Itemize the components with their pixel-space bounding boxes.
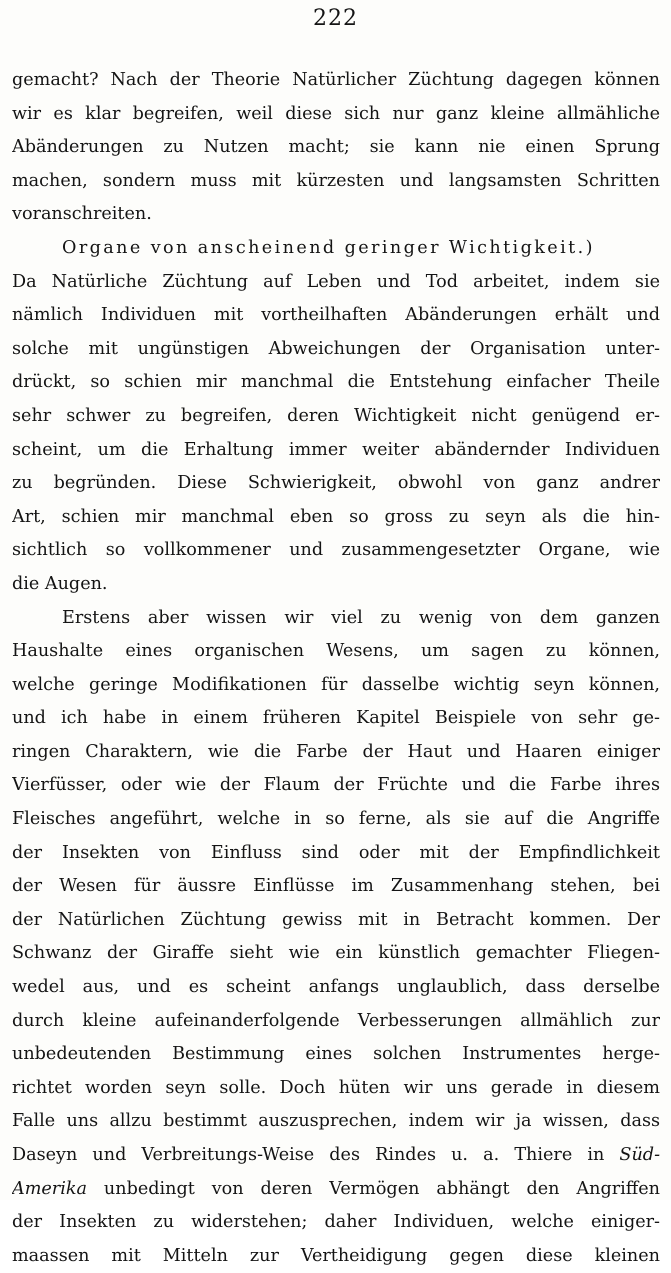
italic-word: Süd- xyxy=(619,1145,660,1165)
text-line: die Augen. xyxy=(12,568,660,602)
text-line: Da Natürliche Züchtung auf Leben und Tod arbeitet, indem sie xyxy=(12,266,660,300)
section-heading: Organe von anscheinend geringer Wichtigkeit.) xyxy=(12,232,660,266)
text-line: drückt, so schien mir manchmal die Entstehung einfacher Theile xyxy=(12,366,660,400)
text-line: zu begründen. Diese Schwierigkeit, obwohl von ganz andrer xyxy=(12,467,660,501)
text-line: richtet worden seyn solle. Doch hüten wir uns gerade in diesem xyxy=(12,1072,660,1106)
text-line: durch kleine aufeinanderfolgende Verbesserungen allmählich zur xyxy=(12,1005,660,1039)
text-line xyxy=(12,1173,660,1207)
text-line: Schwanz der Giraffe sieht wie ein künstlich gemachter Fliegen- xyxy=(12,937,660,971)
text-line: maassen mit Mitteln zur Vertheidigung gegen diese kleinen xyxy=(12,1240,660,1273)
text-line: der Natürlichen Züchtung gewiss mit in Betracht kommen. Der xyxy=(12,904,660,938)
text-line: ringen Charaktern, wie die Farbe der Haut und Haaren einiger xyxy=(12,736,660,770)
paragraph xyxy=(12,232,660,602)
text-line xyxy=(12,1139,660,1173)
text-line: voranschreiten. xyxy=(12,198,660,232)
text-line: welche geringe Modifikationen für dasselbe wichtig seyn können, xyxy=(12,669,660,703)
page-number: 222 xyxy=(0,6,671,31)
body-text xyxy=(12,64,660,1273)
text-line: sehr schwer zu begreifen, deren Wichtigkeit nicht genügend er- xyxy=(12,400,660,434)
text-line: Haushalte eines organischen Wesens, um sagen zu können, xyxy=(12,635,660,669)
text-line: unbedeutenden Bestimmung eines solchen Instrumentes herge- xyxy=(12,1038,660,1072)
text-line: wir es klar begreifen, weil diese sich nur ganz kleine allmähliche xyxy=(12,98,660,132)
text-line: Fleisches angeführt, welche in so ferne, als sie auf die Angriffe xyxy=(12,803,660,837)
text-line-segment: unbedingt von deren Vermögen abhängt den Angriffen xyxy=(104,1179,660,1199)
text-line: sichtlich so vollkommener und zusammengesetzter Organe, wie xyxy=(12,534,660,568)
text-line: scheint, um die Erhaltung immer weiter abändernder Individuen xyxy=(12,434,660,468)
text-line-segment: Daseyn und Verbreitungs-Weise des Rindes u. a. Thiere in xyxy=(12,1145,604,1165)
text-line: und ich habe in einem früheren Kapitel Beispiele von sehr ge- xyxy=(12,702,660,736)
text-line: der Insekten von Einfluss sind oder mit der Empfindlichkeit xyxy=(12,837,660,871)
text-line: solche mit ungünstigen Abweichungen der Organisation unter- xyxy=(12,333,660,367)
paragraph xyxy=(12,64,660,232)
text-line: gemacht? Nach der Theorie Natürlicher Züchtung dagegen können xyxy=(12,64,660,98)
text-line: Falle uns allzu bestimmt auszusprechen, indem wir ja wissen, dass xyxy=(12,1105,660,1139)
text-line: Vierfüsser, oder wie der Flaum der Früchte und die Farbe ihres xyxy=(12,769,660,803)
text-line: Erstens aber wissen wir viel zu wenig von dem ganzen xyxy=(12,602,660,636)
text-line: der Insekten zu widerstehen; daher Individuen, welche einiger- xyxy=(12,1206,660,1240)
text-line: Abänderungen zu Nutzen macht; sie kann nie einen Sprung xyxy=(12,131,660,165)
text-line: der Wesen für äussre Einflüsse im Zusammenhang stehen, bei xyxy=(12,870,660,904)
italic-word: Amerika xyxy=(12,1179,87,1199)
text-line: wedel aus, und es scheint anfangs unglaublich, dass derselbe xyxy=(12,971,660,1005)
text-line: machen, sondern muss mit kürzesten und langsamsten Schritten xyxy=(12,165,660,199)
paragraph xyxy=(12,602,660,1273)
text-line: Art, schien mir manchmal eben so gross zu seyn als die hin- xyxy=(12,501,660,535)
text-line: nämlich Individuen mit vortheilhaften Abänderungen erhält und xyxy=(12,299,660,333)
